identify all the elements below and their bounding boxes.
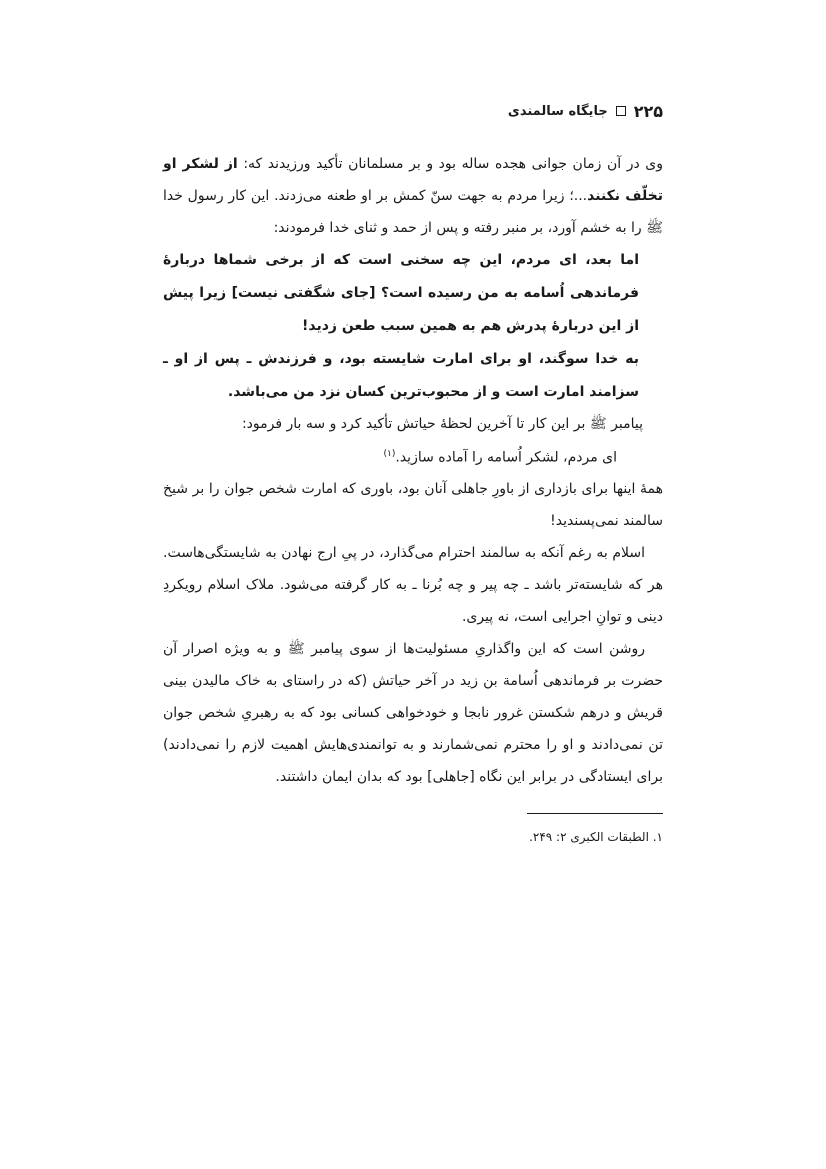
paragraph-2: پیامبر ﷺ بر این کار تا آخرین لحظهٔ حیاتش تأکید کرد و سه بار فرمود: xyxy=(241,416,643,432)
footnote-divider xyxy=(527,813,663,814)
paragraph-6: روشن است که این واگذاریِ مسئولیت‌ها از سوی پیامبر ﷺ و به ویژه اصرار آن حضرت بر فرماندهی اُسامة بن زید در آخر حیاتش (که در راستای به خاک مالیدن بینی قریش و درهم شکستن غرور نابجا و خودخواهی کسانی بود که به رهبریِ شخص جوان تن نمی‌دادند و او را محترم نمی‌شمارند و به توانمندی‌هایش اهمیت لازم را نمی‌دادند) برای ایستادگی در برابر این نگاه [جاهلی] بود که بدان ایمان داشتند. xyxy=(163,640,663,785)
paragraph-1-tail: ...؛ زیرا مردم به جهت سنّ کمش بر او طعنه می‌زدند. این کار رسول خدا ﷺ را به خشم آورد، بر منبر رفته و پس از حمد و ثنای خدا فرمودند: xyxy=(163,188,663,236)
paragraph-1-bold: از لشکر او تخلّف نکنند xyxy=(163,156,663,204)
footnote-marker[interactable]: (۱) xyxy=(383,449,396,459)
paragraph-5: اسلام به رغم آنکه به سالمند احترام می‌گذارد، در پیِ ارج نهادن به شایستگی‌هاست. هر که شایسته‌تر باشد ـ چه پیر و چه بُرنا ـ به کار گرفته می‌شود. ملاک اسلام رویکردِ دینی و توانِ اجرایی است، نه پیری. xyxy=(163,544,663,625)
paragraph-3-text: ای مردم، لشکر اُسامه را آماده سازید. xyxy=(395,449,617,466)
paragraph-1 xyxy=(163,148,663,244)
square-bullet-icon xyxy=(616,106,626,116)
running-title: جایگاه سالمندی xyxy=(507,103,608,119)
paragraph-1-text: وی در آن زمان جوانی هجده ساله بود و بر مسلمانان تأکید ورزیدند که: xyxy=(237,156,663,172)
page-number: ۲۲۵ xyxy=(633,101,663,121)
paragraph-3 xyxy=(163,439,617,473)
quote-1: اما بعد، ای مردم، این چه سخنی است که از برخی شماها دربارهٔ فرماندهی اُسامه به من رسیده است؟ [جای شگفتی نیست] زیرا پیش از این دربارهٔ پدرش هم به همین سبب طعن زدید! xyxy=(163,252,639,334)
book-page xyxy=(163,96,663,848)
paragraph-4: همهٔ اینها برای بازداری از باورِ جاهلی آنان بود، باوری که امارت شخص جوان را بر شیخ سالمند نمی‌پسندید! xyxy=(163,480,663,529)
running-header xyxy=(163,96,663,126)
quote-2: به خدا سوگند، او برای امارت شایسته بود، و فرزندش ـ پس از او ـ سزامند امارت است و از محبوب‌ترین کسان نزد من می‌باشد. xyxy=(163,351,639,400)
footnote-1: ۱. الطبقات الکبری ۲: ۲۴۹. xyxy=(529,829,663,844)
